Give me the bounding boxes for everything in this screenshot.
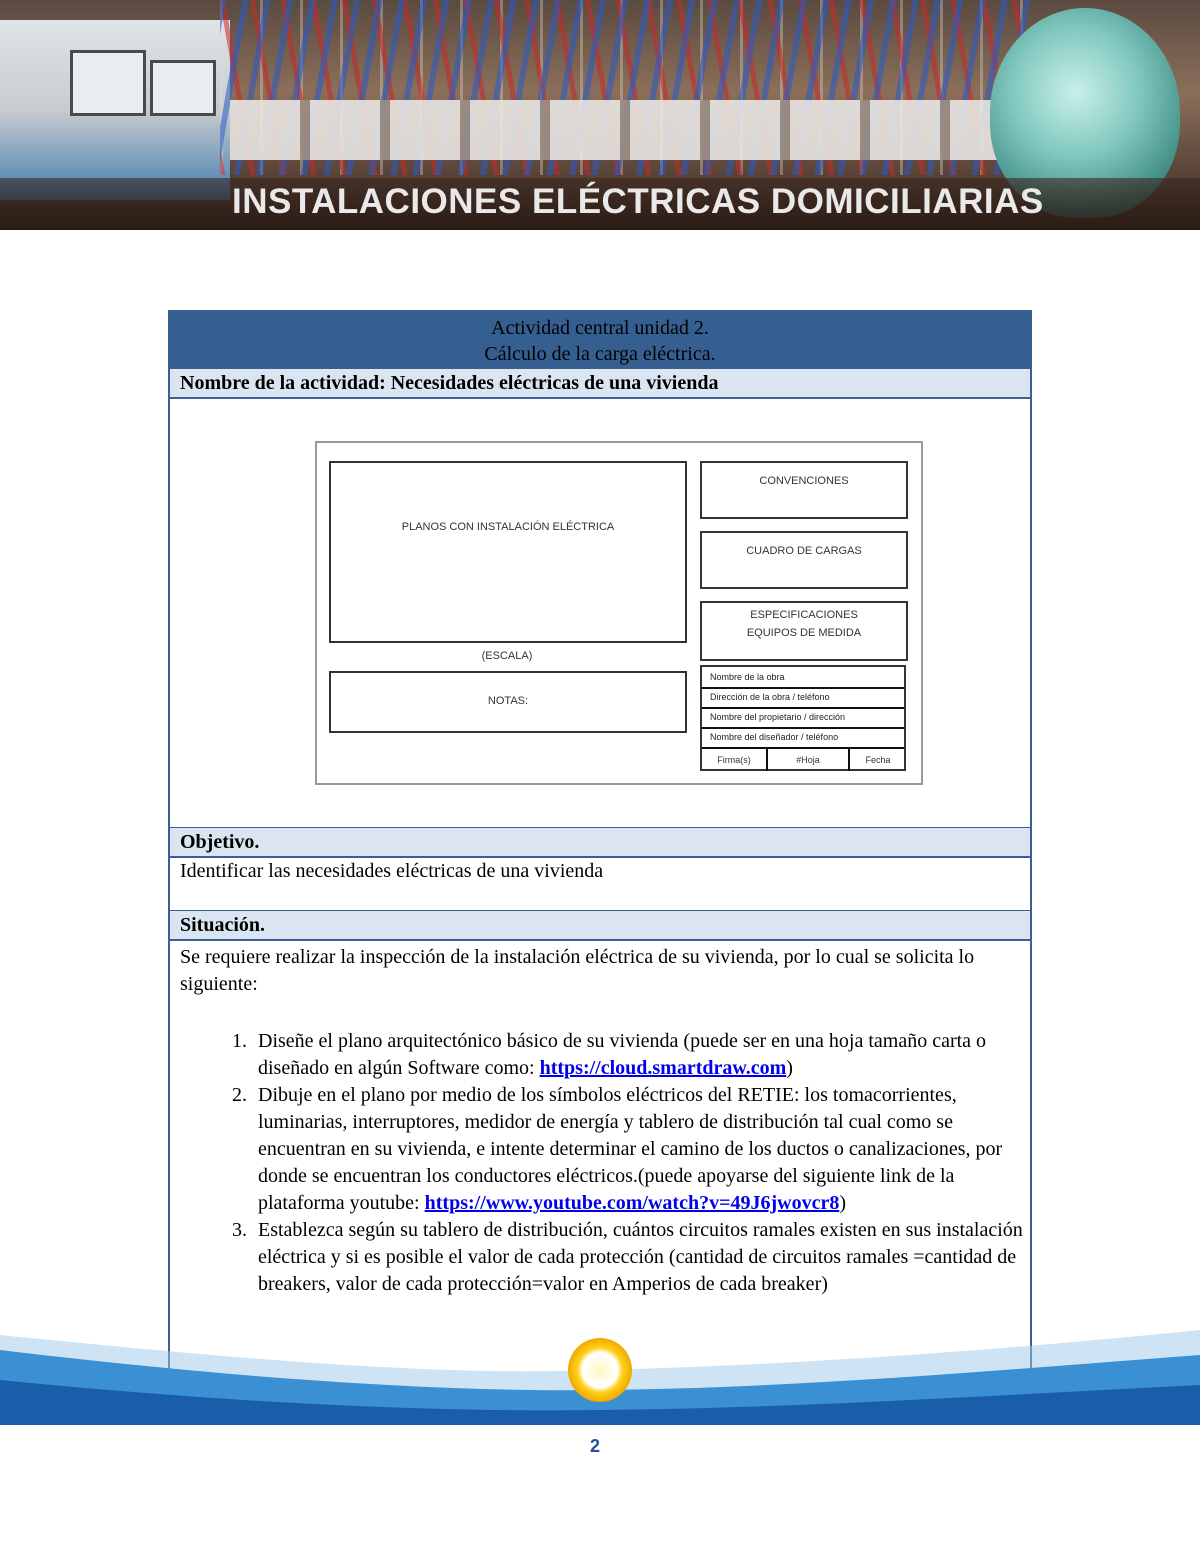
title-row: Nombre del diseñador / teléfono (702, 727, 904, 749)
title-row: Nombre del propietario / dirección (702, 707, 904, 729)
plan-main-box: PLANOS CON INSTALACIÓN ELÉCTRICA (329, 461, 687, 643)
title-cell: #Hoja (768, 749, 850, 771)
banner-title: INSTALACIONES ELÉCTRICAS DOMICILIARIAS (232, 182, 1044, 221)
plan-notes-box: NOTAS: (329, 671, 687, 733)
list-item: 1. Diseñe el plano arquitectónico básico de su vivienda (puede ser en una hoja tamaño carta o diseñado en algún Software como: https://cloud.smartdraw.com) (252, 1028, 1030, 1082)
youtube-link[interactable]: https://www.youtube.com/watch?v=49J6jwovcr8 (424, 1192, 840, 1214)
list-item: 2. Dibuje en el plano por medio de los símbolos eléctricos del RETIE: los tomacorrientes, luminarias, interruptores, medidor de energía y tablero de distribución tal cual como se encuentran en su vivienda, e intente determinar el camino de los ductos o canalizaciones, por donde se encuentran los conductores eléctricos.(puede apoyarse del siguiente link de la plataforma youtube: https://www.youtube.com/watch?v=49J6jwovcr8) (252, 1082, 1030, 1217)
plan-conventions-box: CONVENCIONES (700, 461, 908, 519)
situation-label: Situación. (170, 910, 1030, 941)
header-banner (0, 0, 1200, 230)
plan-figure-cell (170, 399, 1030, 827)
instructions-list (170, 1028, 1030, 1298)
title-cell: Fecha (865, 755, 891, 765)
table-header (170, 312, 1030, 368)
house-image (0, 20, 230, 200)
situation-intro: Se requiere realizar la inspección de la instalación eléctrica de su vivienda, por lo cual se solicita lo siguiente: (180, 946, 975, 995)
objective-text: Identificar las necesidades eléctricas de una vivienda (180, 860, 604, 882)
page-number: 2 (590, 1436, 601, 1456)
breakers-image (230, 100, 1030, 160)
title-row: Nombre de la obra (702, 667, 904, 689)
plan-diagram (315, 441, 923, 785)
header-line-1: Actividad central unidad 2. (491, 317, 709, 339)
plan-loads-box: CUADRO DE CARGAS (700, 531, 908, 589)
list-item: 3. Establezca según su tablero de distribución, cuántos circuitos ramales existen en sus instalación eléctrica y si es posible el valor de cada protección (cantidad de circuitos ramales =cantidad de breakers, valor de cada protección=valor en Amperios de cada breaker) (252, 1217, 1030, 1298)
smartdraw-link[interactable]: https://cloud.smartdraw.com (539, 1057, 787, 1079)
objective-label: Objetivo. (170, 827, 1030, 858)
footer-decoration (0, 1330, 1200, 1425)
activity-table (168, 310, 1032, 1418)
activity-name: Nombre de la actividad: Necesidades eléctricas de una vivienda (170, 368, 1030, 399)
title-row: Dirección de la obra / teléfono (702, 687, 904, 709)
title-cell: Firma(s) (702, 749, 768, 771)
header-line-2: Cálculo de la carga eléctrica. (484, 343, 716, 365)
plan-specs-box: ESPECIFICACIONES EQUIPOS DE MEDIDA (700, 601, 908, 661)
plan-scale-label: (ESCALA) (481, 650, 533, 662)
plan-title-block (700, 665, 906, 771)
